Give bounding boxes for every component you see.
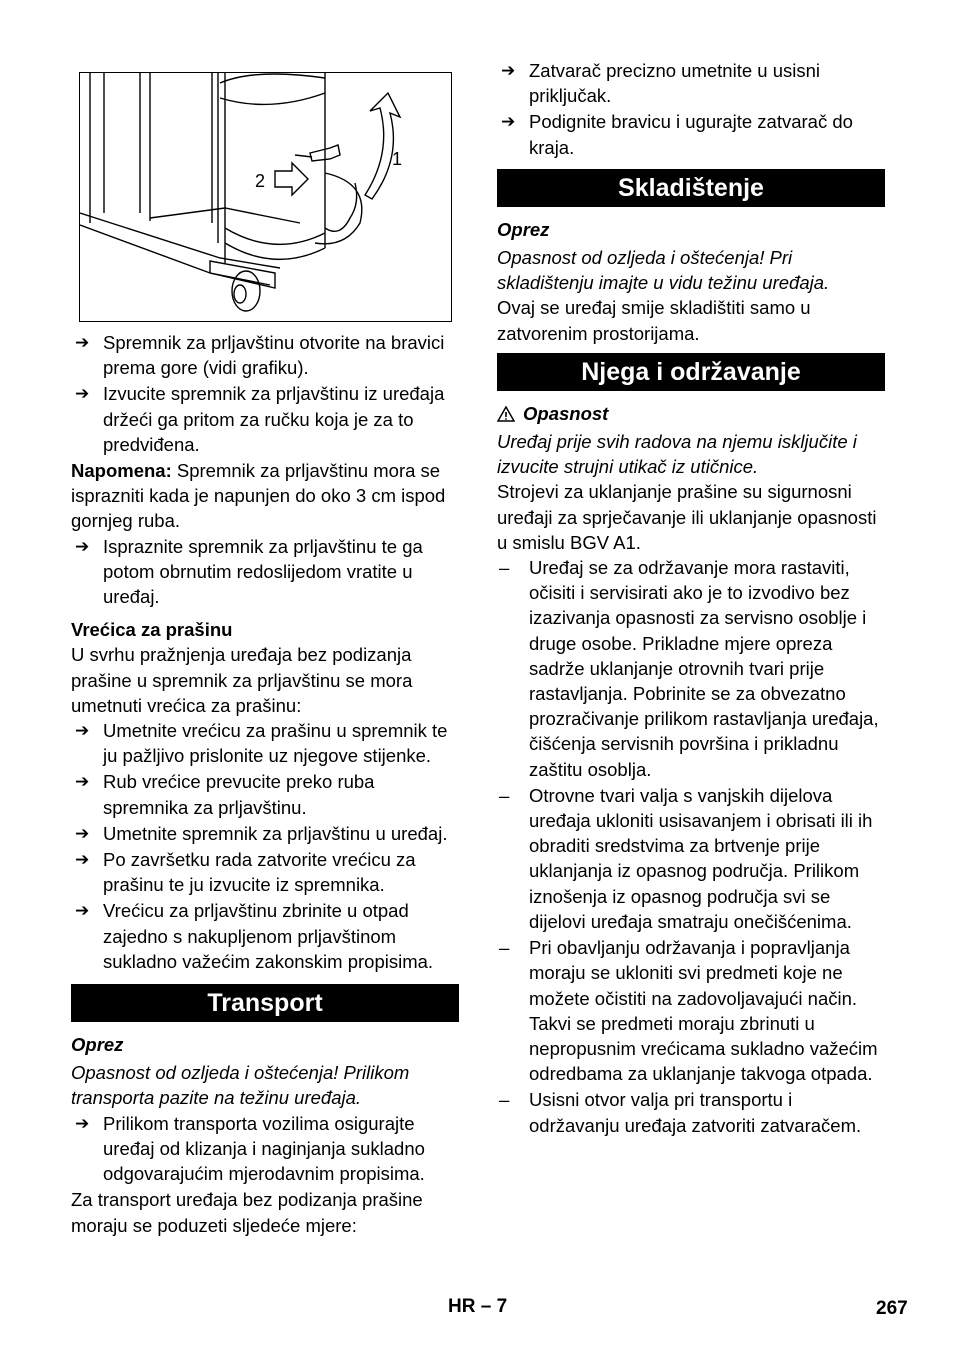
dash-icon: –: [499, 1089, 510, 1111]
list-item: ➔ Spremnik za prljavštinu otvorite na bravici prema gore (vidi grafiku).: [75, 332, 445, 379]
section-title-storage: Skladištenje: [497, 169, 885, 207]
arrow-right-icon: ➔: [75, 536, 90, 556]
arrow-right-icon: ➔: [75, 823, 90, 843]
illustration-drawing: [80, 73, 452, 322]
list-item: ➔ Rub vrećice prevucite preko ruba spremnika za prljavštinu.: [75, 771, 375, 818]
section-title-transport: Transport: [71, 984, 459, 1022]
list-item: ➔ Zatvarač precizno umetnite u usisni priključak.: [501, 60, 820, 107]
left-column: [71, 58, 459, 1238]
arrow-right-icon: ➔: [75, 1113, 90, 1133]
paragraph: U svrhu pražnjenja uređaja bez podizanja prašine u spremnik za prljavštinu se mora umetnuti vrećica za prašinu:: [71, 644, 413, 716]
list-item: ➔ Ispraznite spremnik za prljavštinu te ga potom obrnutim redoslijedom vratite u uređaj.: [75, 535, 423, 608]
right-column: [497, 58, 885, 1138]
arrow-right-icon: ➔: [75, 772, 90, 792]
list-item: ➔ Izvucite spremnik za prljavštinu iz uređaja držeći ga pritom za ručku koja je za to predviđena.: [75, 383, 445, 455]
page-number: 267: [876, 1298, 908, 1319]
list-item: ➔ Umetnite spremnik za prljavštinu u uređaj.: [71, 821, 459, 846]
section-title-care: Njega i održavanje: [497, 353, 885, 391]
warning-triangle-icon: [497, 406, 515, 422]
note-paragraph: Napomena: Spremnik za prljavštinu mora se isprazniti kada je napunjen do oko 3 cm ispod gornjeg ruba.: [71, 460, 446, 532]
section-subheading: Vrećica za prašinu: [71, 619, 233, 641]
paragraph: Ovaj se uređaj smije skladištiti samo u zatvorenim prostorijama.: [497, 297, 811, 344]
arrow-right-icon: ➔: [75, 384, 90, 404]
list-item: – Usisni otvor valja pri transportu i održavanju uređaja zatvoriti zatvaračem.: [499, 1089, 862, 1136]
arrow-right-icon: ➔: [501, 61, 516, 80]
list-item: – Otrovne tvari valja s vanjskih dijelova uređaja ukloniti usisavanjem i obrisati ili ih obraditi sredstvima za brtvenje prije uklanjanja iz opasnog područja. Prilikom iznošenja iz opasnog područja svi se dijelovi uređaja smatraju onečišćenima.: [499, 784, 873, 932]
list-item: ➔ Podignite bravicu i ugurajte zatvarač do kraja.: [501, 111, 853, 158]
paragraph: Za transport uređaja bez podizanja prašine moraju se poduzeti sljedeće mjere:: [71, 1189, 423, 1236]
list-item: – Uređaj se za održavanje mora rastaviti, očisiti i servisirati ako je to izvodivo bez izazivanja opasnosti za servisno osoblje i druge osobe. Prikladne mjere opreza sadrže uklanjanje otrovnih tvari prije rastavljanja. Pobrinite se za obvezatno prozračivanje prilikom rastavljanja uređaja, čišćenja servisnih površina i prikladnu zaštitu osoblja.: [499, 557, 879, 780]
danger-text: Uređaj prije svih radova na njemu isključite i izvucite strujni utikač iz utičnice.: [497, 431, 857, 478]
caution-label: Oprez: [497, 218, 550, 240]
list-item: ➔ Vrećicu za prljavštinu zbrinite u otpad zajedno s nakupljenom prljavštinom sukladno važećim zakonskim propisima.: [75, 900, 434, 972]
danger-label: Opasnost: [497, 401, 885, 426]
dash-icon: –: [499, 784, 510, 806]
list-item: ➔ Po završetku rada zatvorite vrećicu za prašinu te ju izvucite iz spremnika.: [75, 849, 416, 896]
caution-label: Oprez: [71, 1034, 124, 1056]
arrow-right-icon: ➔: [75, 721, 90, 741]
dash-icon: –: [499, 557, 510, 579]
arrow-right-icon: ➔: [75, 901, 90, 921]
arrow-right-icon: ➔: [75, 850, 90, 870]
dash-icon: –: [499, 937, 510, 959]
arrow-right-icon: ➔: [75, 333, 90, 352]
caution-text: Opasnost od ozljeda i oštećenja! Pri skladištenju imajte u vidu težinu uređaja.: [497, 247, 830, 294]
section-code: HR – 7: [448, 1296, 508, 1317]
list-item: ➔ Umetnite vrećicu za prašinu u spremnik te ju pažljivo prislonite uz njegove stijenke.: [75, 720, 448, 767]
illustration-dirt-container: [79, 72, 452, 322]
arrow-right-icon: ➔: [501, 112, 516, 132]
figure-label-1: 1: [392, 149, 403, 169]
list-item: – Pri obavljanju održavanja i popravljanja moraju se ukloniti svi predmeti koje ne možete očistiti na zadovoljavajući način. Takvi se predmeti moraju zbrinuti u nepropusnim vrećicama sukladno važećim odredbama za uklanjanje takvoga otpada.: [499, 937, 878, 1085]
caution-text: Opasnost od ozljeda i oštećenja! Prilikom transporta pazite na težinu uređaja.: [71, 1062, 410, 1109]
list-item: ➔ Prilikom transporta vozilima osigurajte uređaj od klizanja i naginjanja sukladno odgovarajućim mjerodavnim propisima.: [75, 1112, 425, 1185]
paragraph: Strojevi za uklanjanje prašine su sigurnosni uređaji za sprječavanje ili uklanjanje opasnosti u smislu BGV A1.: [497, 481, 877, 553]
figure-label-2: 2: [255, 171, 266, 191]
